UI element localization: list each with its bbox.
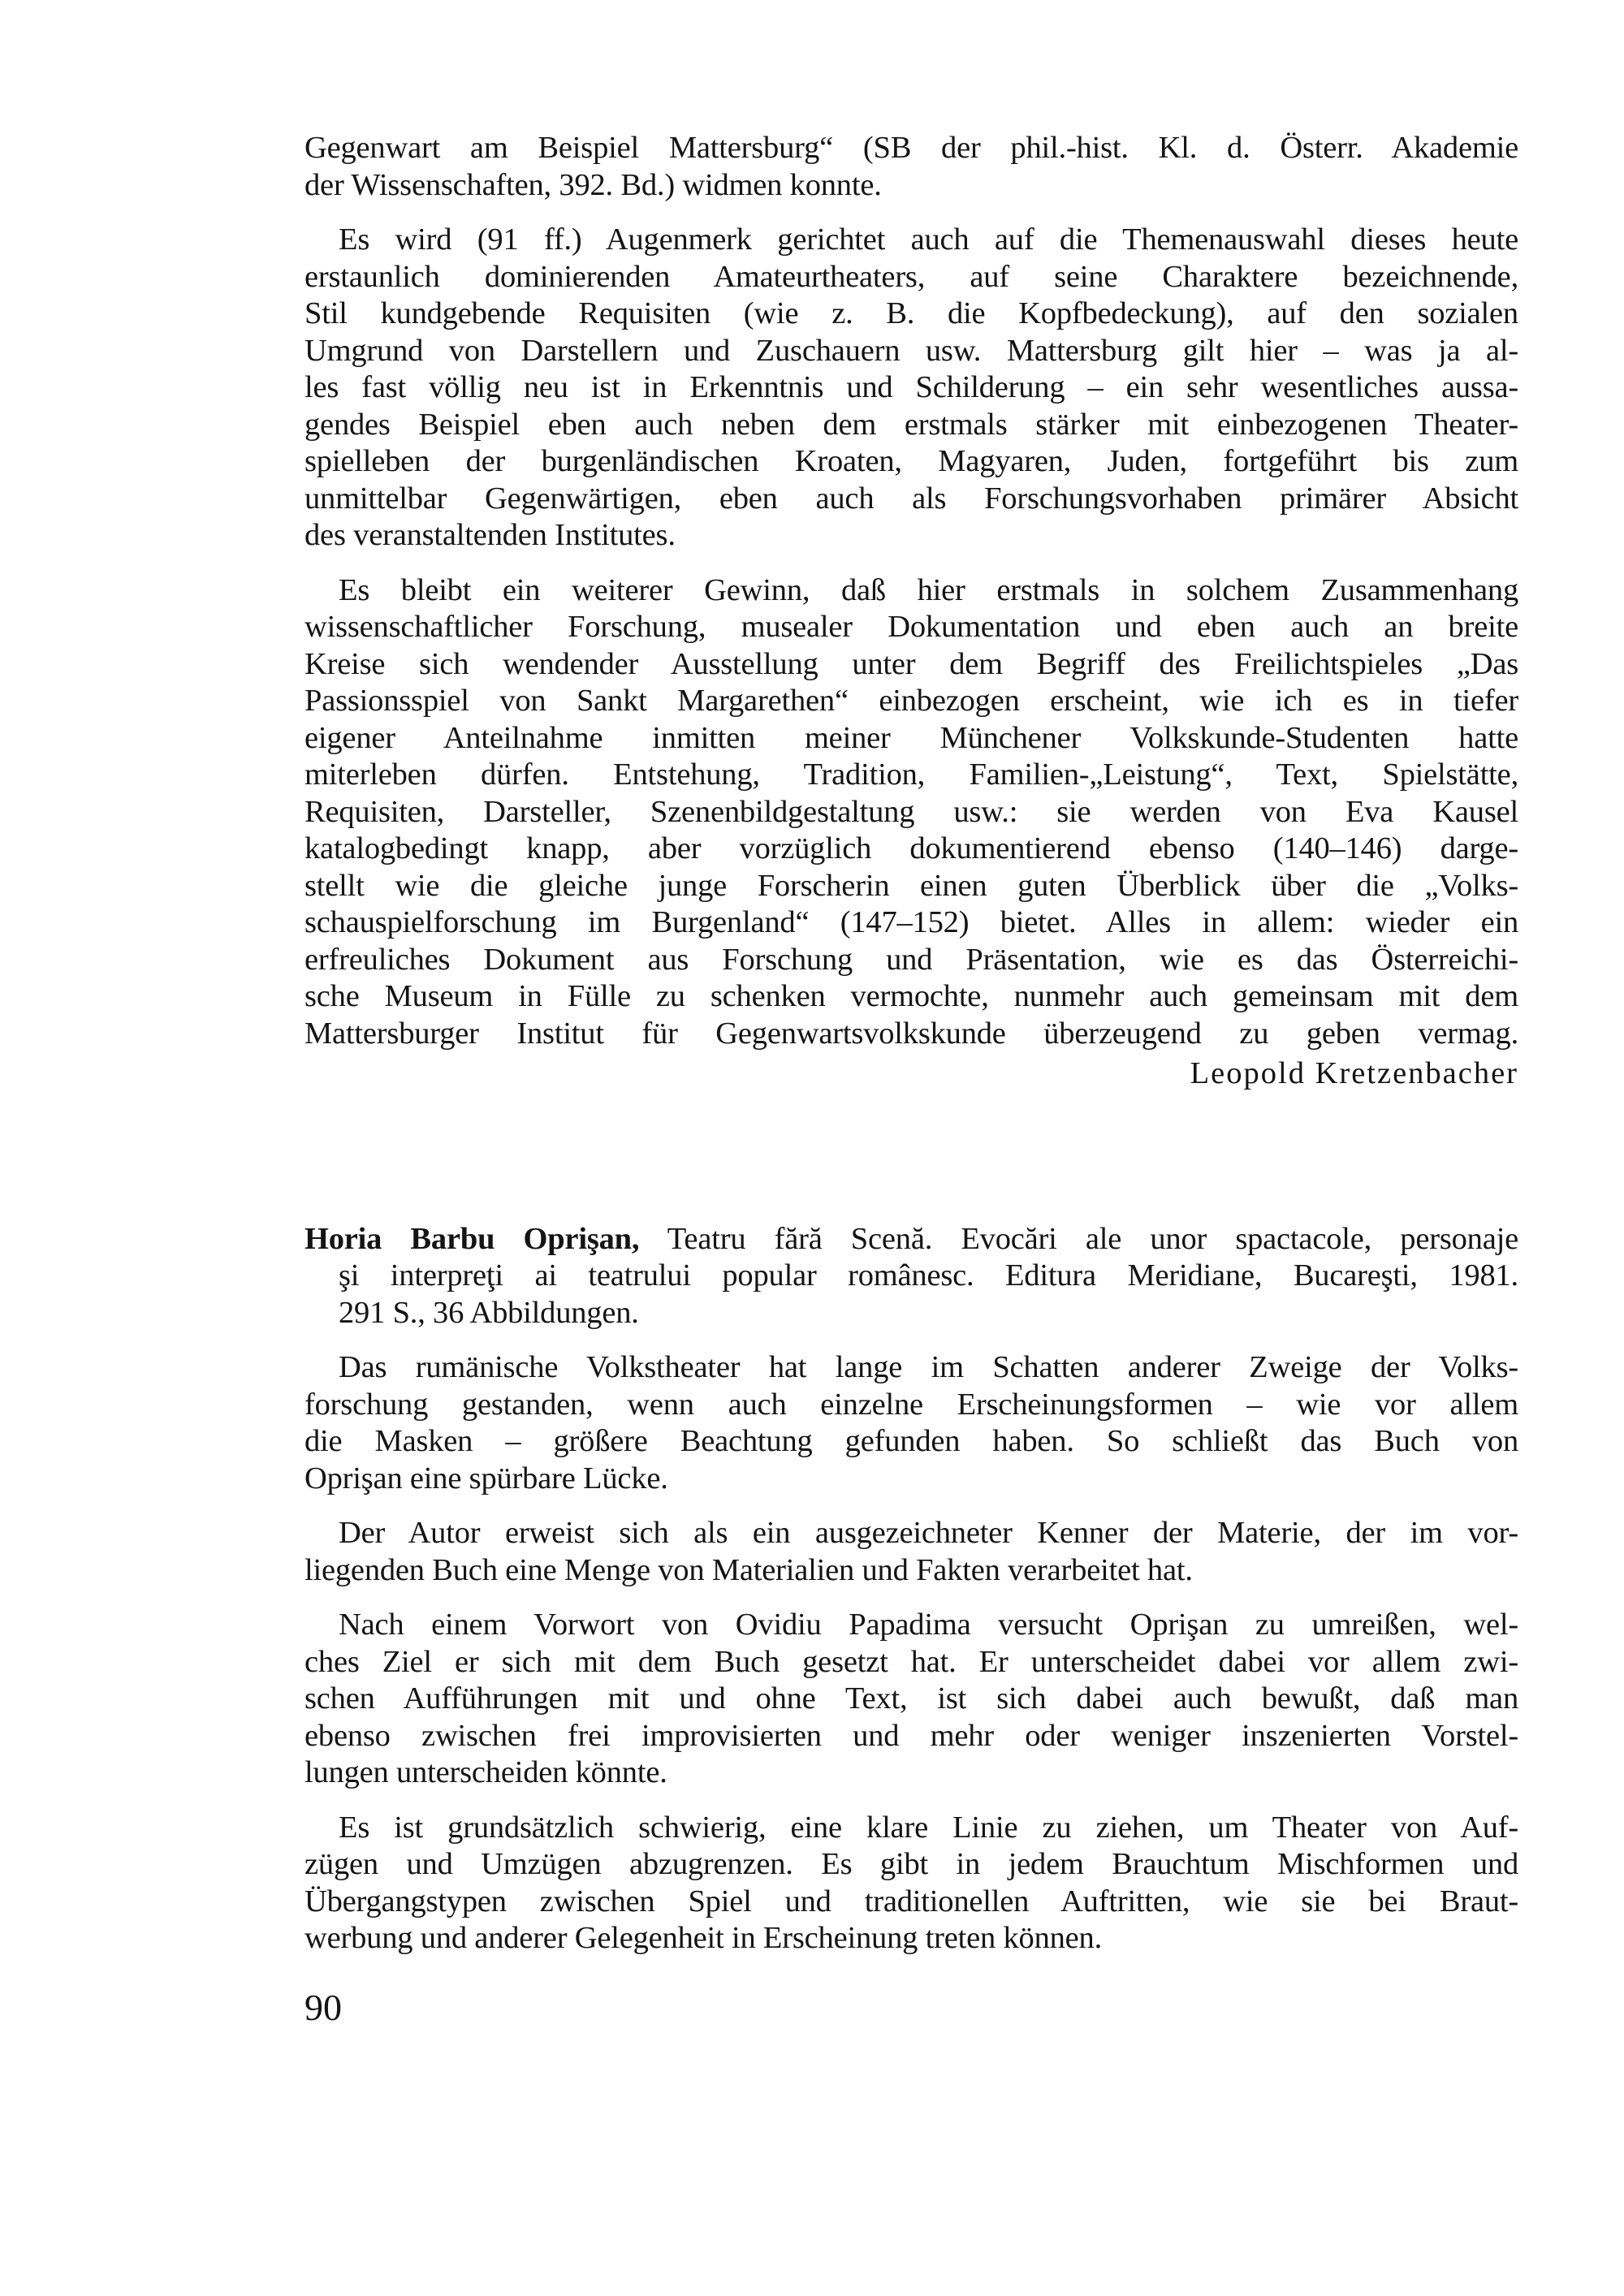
text-line: Es ist grundsätzlich schwierig, eine klare Linie zu ziehen, um Theater von Auf- bbox=[339, 1810, 1518, 1845]
review2-citation bbox=[304, 1221, 1518, 1332]
text-line: wissenschaftlicher Forschung, musealer Dokumentation und eben auch an breite bbox=[304, 610, 1518, 644]
text-line: liegenden Buch eine Menge von Materialien und Fakten verarbeitet hat. bbox=[304, 1552, 1193, 1587]
text-line: ebenso zwischen frei improvisierten und mehr oder weniger inszenierten Vorstel- bbox=[304, 1718, 1518, 1753]
section-gap bbox=[304, 1093, 1518, 1221]
text-line: erfreuliches Dokument aus Forschung und Präsentation, wie es das Österreichi- bbox=[304, 942, 1518, 977]
review2-paragraph-1 bbox=[304, 1349, 1518, 1497]
text-line: Stil kundgebende Requisiten (wie z. B. die Kopfbedeckung), auf den sozialen bbox=[304, 296, 1518, 330]
text-line: eigener Anteilnahme inmitten meiner Münchener Volkskunde-Studenten hatte bbox=[304, 720, 1518, 755]
book-title: Teatru fără Scenă. Evocări ale unor spactacole, personaje bbox=[639, 1221, 1518, 1256]
text-line: werbung und anderer Gelegenheit in Erscheinung treten können. bbox=[304, 1921, 1103, 1955]
text-line: Kreise sich wendender Ausstellung unter dem Begriff des Freilichtspieles „Das bbox=[304, 646, 1518, 681]
text-line: les fast völlig neu ist in Erkenntnis und Schilderung – ein sehr wesentliches aussa- bbox=[304, 370, 1518, 404]
text-line: Mattersburger Institut für Gegenwartsvolkskunde überzeugend zu geben vermag. bbox=[304, 1016, 1518, 1051]
text-line: unmittelbar Gegenwärtigen, eben auch als Forschungsvorhaben primärer Absicht bbox=[304, 481, 1518, 516]
citation-line: 291 S., 36 Abbildungen. bbox=[339, 1295, 639, 1330]
text-line: zügen und Umzügen abzugrenzen. Es gibt in jedem Brauchtum Mischformen und bbox=[304, 1847, 1518, 1881]
review1-continuation bbox=[304, 130, 1518, 204]
citation-line: şi interpreţi ai teatrului popular românesc. Editura Meridiane, Bucareşti, 1981. bbox=[339, 1258, 1518, 1293]
text-line: Es wird (91 ff.) Augenmerk gerichtet auch auf die Themenauswahl dieses heute bbox=[339, 222, 1518, 257]
text-line: spielleben der burgenländischen Kroaten, Magyaren, Juden, fortgeführt bis zum bbox=[304, 444, 1518, 478]
text-line: Passionsspiel von Sankt Margarethen“ einbezogen erscheint, wie ich es in tiefer bbox=[304, 684, 1518, 718]
review2-paragraph-4 bbox=[304, 1810, 1518, 1957]
text-line: gendes Beispiel eben auch neben dem erstmals stärker mit einbezogenen Theater- bbox=[304, 407, 1518, 442]
document-page bbox=[304, 130, 1518, 1975]
text-line: stellt wie die gleiche junge Forscherin einen guten Überblick über die „Volks- bbox=[304, 868, 1518, 903]
text-line: ches Ziel er sich mit dem Buch gesetzt hat. Er unterscheidet dabei vor allem zwi- bbox=[304, 1644, 1518, 1679]
text-line: erstaunlich dominierenden Amateurtheaters, auf seine Charaktere bezeichnende, bbox=[304, 259, 1518, 294]
text-line: katalogbedingt knapp, aber vorzüglich dokumentierend ebenso (140–146) darge- bbox=[304, 831, 1518, 865]
citation-line bbox=[304, 1221, 1518, 1258]
text-line: Umgrund von Darstellern und Zuschauern usw. Mattersburg gilt hier – was ja al- bbox=[304, 333, 1518, 368]
text-line: Übergangstypen zwischen Spiel und traditionellen Auftritten, wie sie bei Braut- bbox=[304, 1884, 1518, 1918]
text-line: Requisiten, Darsteller, Szenenbildgestaltung usw.: sie werden von Eva Kausel bbox=[304, 794, 1518, 829]
review2-paragraph-2 bbox=[304, 1515, 1518, 1589]
review1-paragraph-1 bbox=[304, 222, 1518, 555]
text-line: Nach einem Vorwort von Ovidiu Papadima versucht Oprişan zu umreißen, wel- bbox=[339, 1608, 1518, 1642]
text-line: Das rumänische Volkstheater hat lange im Schatten anderer Zweige der Volks- bbox=[339, 1350, 1518, 1384]
text-line: miterleben dürfen. Entstehung, Tradition, Familien-„Leistung“, Text, Spielstätte, bbox=[304, 757, 1518, 792]
text-line: der Wissenschaften, 392. Bd.) widmen konnte. bbox=[304, 167, 882, 202]
text-line: forschung gestanden, wenn auch einzelne Erscheinungsformen – wie vor allem bbox=[304, 1387, 1518, 1422]
text-line: des veranstaltenden Institutes. bbox=[304, 518, 676, 552]
text-line: Der Autor erweist sich als ein ausgezeichneter Kenner der Materie, der im vor- bbox=[339, 1516, 1518, 1550]
reviewer-signature: Leopold Kretzenbacher bbox=[1190, 1056, 1518, 1090]
text-line: die Masken – größere Beachtung gefunden haben. So schließt das Buch von bbox=[304, 1424, 1518, 1458]
review1-paragraph-2 bbox=[304, 572, 1518, 1053]
text-line: sche Museum in Fülle zu schenken vermochte, nunmehr auch gemeinsam mit dem bbox=[304, 979, 1518, 1013]
text-line: lungen unterscheiden könnte. bbox=[304, 1755, 667, 1789]
text-line: schen Aufführungen mit und ohne Text, ist sich dabei auch bewußt, daß man bbox=[304, 1681, 1518, 1716]
text-line: Oprişan eine spürbare Lücke. bbox=[304, 1461, 668, 1495]
text-line: Gegenwart am Beispiel Mattersburg“ (SB der phil.-hist. Kl. d. Österr. Akademie bbox=[304, 131, 1518, 165]
text-line: Es bleibt ein weiterer Gewinn, daß hier erstmals in solchem Zusammenhang bbox=[339, 572, 1518, 607]
page-number: 90 bbox=[304, 1987, 342, 2028]
book-author: Horia Barbu Oprişan, bbox=[304, 1221, 640, 1256]
text-line: schauspielforschung im Burgenland“ (147–152) bietet. Alles in allem: wieder ein bbox=[304, 905, 1518, 939]
review2-paragraph-3 bbox=[304, 1607, 1518, 1792]
